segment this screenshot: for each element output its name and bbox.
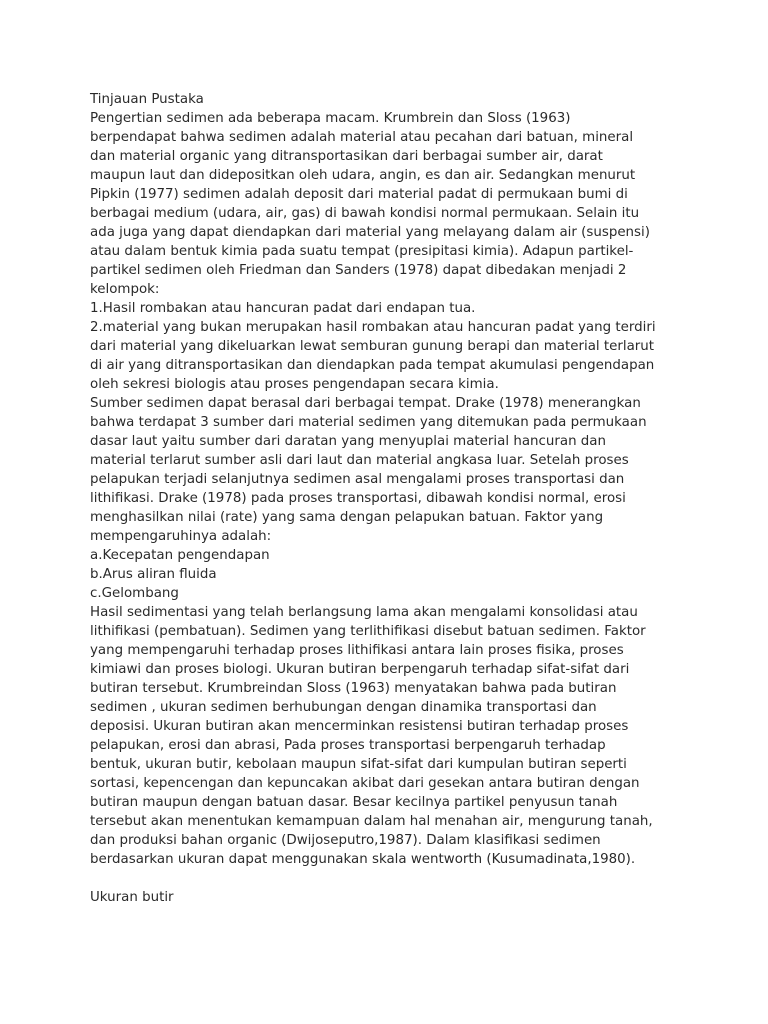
text-line: berbagai medium (udara, air, gas) di bawah kondisi normal permukaan. Selain itu bbox=[90, 206, 640, 221]
list-item: 2.material yang bukan merupakan hasil rombakan atau hancuran padat yang terdiri bbox=[90, 320, 656, 335]
text-line: Pipkin (1977) sedimen adalah deposit dari material padat di permukaan bumi di bbox=[90, 187, 628, 202]
text-line: maupun laut dan didepositkan oleh udara, angin, es dan air. Sedangkan menurut bbox=[90, 168, 636, 183]
list-item: b.Arus aliran fluida bbox=[90, 567, 217, 582]
text-line: atau dalam bentuk kimia pada suatu tempat (presipitasi kimia). Adapun partikel- bbox=[90, 244, 634, 259]
text-line: Hasil sedimentasi yang telah berlangsung lama akan mengalami konsolidasi atau bbox=[90, 605, 638, 620]
text-line: di air yang ditransportasikan dan diendapkan pada tempat akumulasi pengendapan bbox=[90, 358, 655, 373]
text-line: pelapukan terjadi selanjutnya sedimen asal mengalami proses transportasi dan bbox=[90, 472, 625, 487]
section-title: Tinjauan Pustaka bbox=[90, 92, 204, 107]
text-line: dasar laut yaitu sumber dari daratan yang menyuplai material hancuran dan bbox=[90, 434, 607, 449]
list-item: c.Gelombang bbox=[90, 586, 179, 601]
text-line: kelompok: bbox=[90, 282, 160, 297]
text-line: deposisi. Ukuran butiran akan mencerminkan resistensi butiran terhadap proses bbox=[90, 719, 629, 734]
text-line: pelapukan, erosi dan abrasi, Pada proses transportasi berpengaruh terhadap bbox=[90, 738, 606, 753]
text-line: partikel sedimen oleh Friedman dan Sanders (1978) dapat dibedakan menjadi 2 bbox=[90, 263, 627, 278]
text-line: dan material organic yang ditransportasikan dari berbagai sumber air, darat bbox=[90, 149, 603, 164]
text-line: bahwa terdapat 3 sumber dari material sedimen yang ditemukan pada permukaan bbox=[90, 415, 647, 430]
text-line: material terlarut sumber asli dari laut dan material angkasa luar. Setelah proses bbox=[90, 453, 629, 468]
text-line: berpendapat bahwa sedimen adalah material atau pecahan dari batuan, mineral bbox=[90, 130, 634, 145]
text-line: tersebut akan menentukan kemampuan dalam hal menahan air, mengurung tanah, bbox=[90, 814, 653, 829]
text-line: menghasilkan nilai (rate) yang sama dengan pelapukan batuan. Faktor yang bbox=[90, 510, 604, 525]
text-line: bentuk, ukuran butir, kebolaan maupun sifat-sifat dari kumpulan butiran seperti bbox=[90, 757, 627, 772]
text-line: sedimen , ukuran sedimen berhubungan dengan dinamika transportasi dan bbox=[90, 700, 597, 715]
text-line: lithifikasi (pembatuan). Sedimen yang terlithifikasi disebut batuan sedimen. Faktor bbox=[90, 624, 646, 639]
text-line: ada juga yang dapat diendapkan dari material yang melayang dalam air (suspensi) bbox=[90, 225, 650, 240]
text-line: lithifikasi. Drake (1978) pada proses transportasi, dibawah kondisi normal, erosi bbox=[90, 491, 626, 506]
text-line: Sumber sedimen dapat berasal dari berbagai tempat. Drake (1978) menerangkan bbox=[90, 396, 641, 411]
list-item: 1.Hasil rombakan atau hancuran padat dari endapan tua. bbox=[90, 301, 476, 316]
text-line: butiran maupun dengan batuan dasar. Besar kecilnya partikel penyusun tanah bbox=[90, 795, 618, 810]
text-line: oleh sekresi biologis atau proses pengendapan secara kimia. bbox=[90, 377, 499, 392]
document-page bbox=[90, 90, 690, 907]
text-line: dan produksi bahan organic (Dwijoseputro,1987). Dalam klasifikasi sedimen bbox=[90, 833, 601, 848]
text-line: sortasi, kepencengan dan kepuncakan akibat dari gesekan antara butiran dengan bbox=[90, 776, 640, 791]
blank-line bbox=[90, 869, 690, 888]
text-line: Pengertian sedimen ada beberapa macam. Krumbrein dan Sloss (1963) bbox=[90, 111, 571, 126]
text-line: yang mempengaruhi terhadap proses lithifikasi antara lain proses fisika, proses bbox=[90, 643, 624, 658]
text-line: butiran tersebut. Krumbreindan Sloss (1963) menyatakan bahwa pada butiran bbox=[90, 681, 617, 696]
text-line: berdasarkan ukuran dapat menggunakan skala wentworth (Kusumadinata,1980). bbox=[90, 852, 636, 867]
text-line: mempengaruhinya adalah: bbox=[90, 529, 272, 544]
list-item: a.Kecepatan pengendapan bbox=[90, 548, 270, 563]
text-line: kimiawi dan proses biologi. Ukuran butiran berpengaruh terhadap sifat-sifat dari bbox=[90, 662, 630, 677]
text-line: dari material yang dikeluarkan lewat semburan gunung berapi dan material terlarut bbox=[90, 339, 655, 354]
table-caption: Ukuran butir bbox=[90, 890, 174, 905]
